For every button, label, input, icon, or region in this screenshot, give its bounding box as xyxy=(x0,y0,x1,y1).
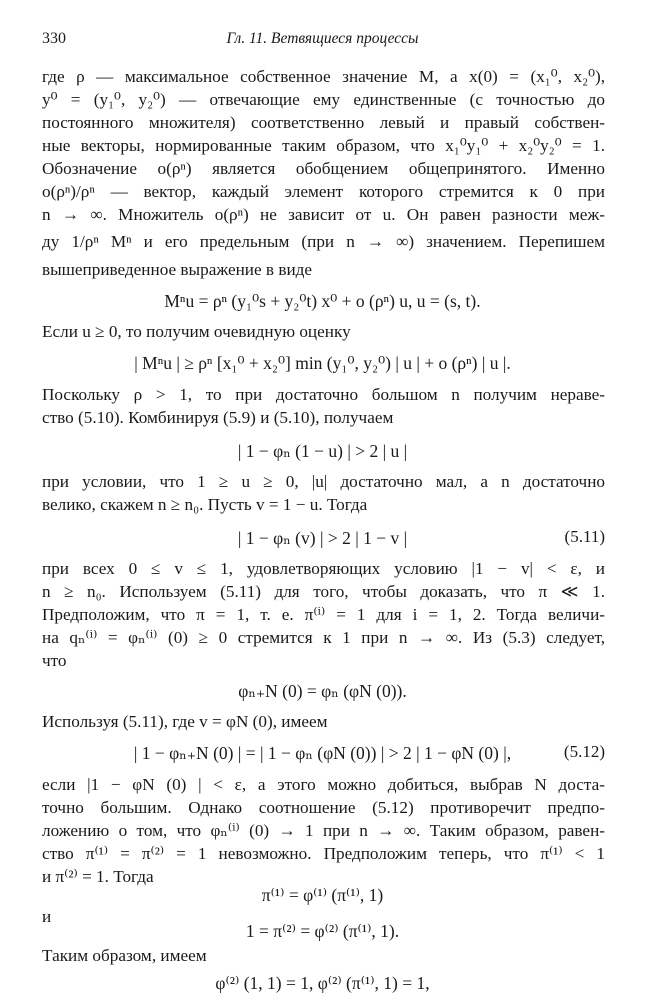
text-line: ство (5.10). Комбинируя (5.9) и (5.10), получаем xyxy=(42,408,394,427)
text-line: если |1 − φN (0) | < ε, а этого можно добиться, выбрав N доста- xyxy=(42,775,605,794)
equation-number: (5.11) xyxy=(564,527,605,546)
text-line: Таким образом, имеем xyxy=(42,946,207,965)
display-equation: | 1 − φₙ (v) | > 2 | 1 − v | xyxy=(237,528,408,548)
display-equation: | Mⁿu | ≥ ρⁿ [x₁⁰ + x₂⁰] min (y₁⁰, y₂⁰) | u | + o (ρⁿ) | u |. xyxy=(134,353,511,373)
text-line: Используя (5.11), где v = φN (0), имеем xyxy=(42,712,328,731)
display-equation: φ⁽²⁾ (1, 1) = 1, φ⁽²⁾ (π⁽¹⁾, 1) = 1, xyxy=(215,973,430,993)
text-line: Если u ≥ 0, то получим очевидную оценку xyxy=(42,322,351,341)
text-line: велико, скажем n ≥ n₀. Пусть v = 1 − u. Тогда xyxy=(42,495,368,514)
text-line: при условии, что 1 ≥ u ≥ 0, |u| достаточно мал, а n достаточно xyxy=(42,472,605,491)
text-line: Поскольку ρ > 1, то при достаточно большом n получим нераве- xyxy=(42,385,605,404)
text-line: где ρ — максимальное собственное значение M, а x(0) = (x₁⁰, x₂⁰), xyxy=(42,67,605,86)
text-line: постоянного множителя) соответственно левый и правый собствен- xyxy=(42,113,605,132)
text-line: и xyxy=(42,907,52,926)
text-line: при всех 0 ≤ v ≤ 1, удовлетворяющих условию |1 − v| < ε, и xyxy=(42,559,605,578)
text-line: ные векторы, нормированные таким образом, что x₁⁰y₁⁰ + x₂⁰y₂⁰ = 1. xyxy=(42,136,605,155)
text-line: ду 1/ρⁿ Mⁿ и его предельным (при n → ∞) значением. Перепишем xyxy=(42,232,605,251)
text-line: o(ρⁿ)/ρⁿ — вектор, каждый элемент которого стремится к 0 при xyxy=(42,182,605,201)
text-line: ство π⁽¹⁾ = π⁽²⁾ = 1 невозможно. Предположим теперь, что π⁽¹⁾ < 1 xyxy=(42,844,605,863)
text-line: на qₙ⁽ⁱ⁾ = φₙ⁽ⁱ⁾ (0) ≥ 0 стремится к 1 при n → ∞. Из (5.3) следует, xyxy=(42,628,605,647)
text-line: n → ∞. Множитель o(ρⁿ) не зависит от u. Он равен разности меж- xyxy=(42,205,605,224)
text-line: точно большим. Однако соотношение (5.12) противоречит предпо- xyxy=(42,798,605,817)
text-line: что xyxy=(42,651,67,670)
display-equation: Mⁿu = ρⁿ (y₁⁰s + y₂⁰t) x⁰ + o (ρⁿ) u, u = (s, t). xyxy=(164,291,481,311)
text-line: вышеприведенное выражение в виде xyxy=(42,260,313,279)
display-equation: | 1 − φₙ₊N (0) | = | 1 − φₙ (φN (0)) | > 2 | 1 − φN (0) |, xyxy=(133,743,512,763)
running-head: Гл. 11. Ветвящиеся процессы xyxy=(226,30,419,47)
text-line: Предположим, что π = 1, т. е. π⁽ⁱ⁾ = 1 для i = 1, 2. Тогда величи- xyxy=(42,605,605,624)
text-line: y⁰ = (y₁⁰, y₂⁰) — отвечающие ему единственные (с точностью до xyxy=(42,90,605,109)
page-number: 330 xyxy=(42,30,66,47)
display-equation: 1 = π⁽²⁾ = φ⁽²⁾ (π⁽¹⁾, 1). xyxy=(245,921,400,941)
display-equation: φₙ₊N (0) = φₙ (φN (0)). xyxy=(238,681,407,701)
text-line: n ≥ n₀. Используем (5.11) для того, чтобы доказать, что π ≪ 1. xyxy=(42,582,605,601)
display-equation: π⁽¹⁾ = φ⁽¹⁾ (π⁽¹⁾, 1) xyxy=(261,885,384,905)
text-line: ложению о том, что φₙ⁽ⁱ⁾ (0) → 1 при n → ∞. Таким образом, равен- xyxy=(42,821,605,840)
text-line: Обозначение o(ρⁿ) является обобщением общепринятого. Именно xyxy=(42,159,605,178)
display-equation: | 1 − φₙ (1 − u) | > 2 | u | xyxy=(237,441,408,461)
equation-number: (5.12) xyxy=(563,742,605,761)
text-line: и π⁽²⁾ = 1. Тогда xyxy=(42,867,154,886)
